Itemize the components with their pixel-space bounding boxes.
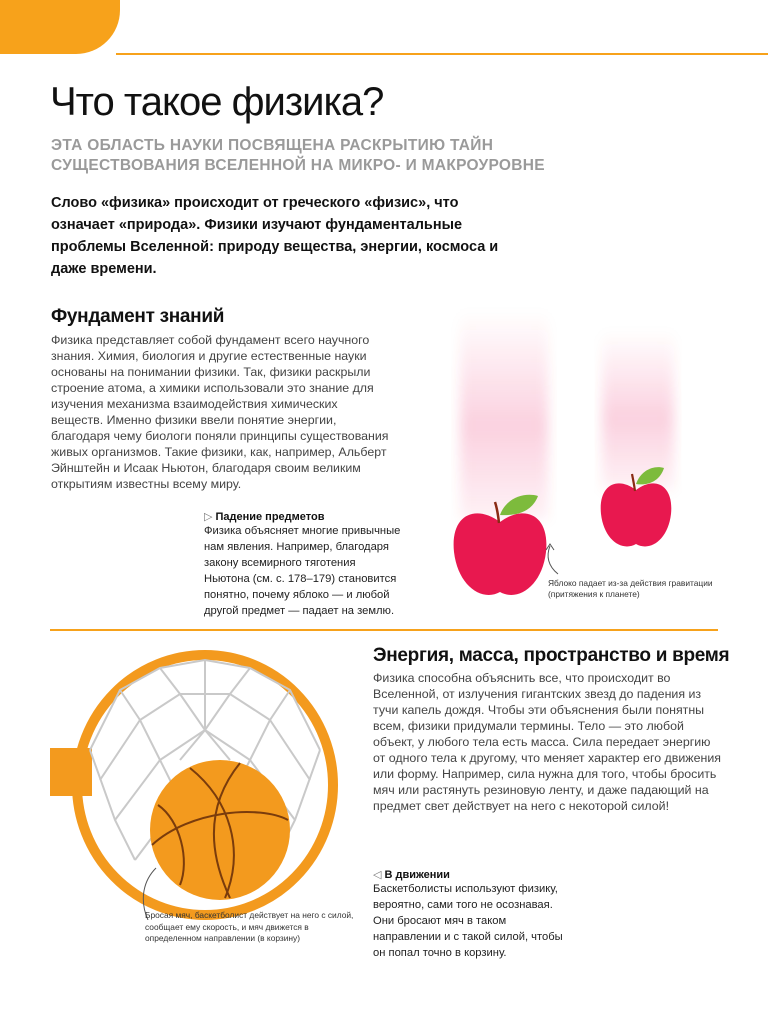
caption-heading-falling: ▷ Падение предметов <box>204 511 325 523</box>
top-rule <box>116 53 768 55</box>
motion-trail-left <box>460 310 548 520</box>
ball-annotation: Бросая мяч, баскетболист действует на него с силой, сообщает ему скорость, и мяч движется в определенном направлении (в корзину) <box>145 910 354 943</box>
caption-in-motion <box>373 868 563 961</box>
triangle-right-icon: ▷ <box>204 511 213 523</box>
basketball-icon <box>150 760 290 900</box>
triangle-left-icon: ◁ <box>373 869 382 881</box>
intro-paragraph: Слово «физика» происходит от греческого «физис», что означает «природа». Физики изучают фундаментальные проблемы Вселенной: природу вещества, энергии, космоса и даже времени. <box>51 195 499 277</box>
backboard-bar <box>50 748 92 796</box>
page-title: Что такое физика? <box>50 80 384 124</box>
corner-tab-decoration <box>0 0 120 54</box>
basketball-hoop-illustration <box>40 630 360 920</box>
caption-text-motion: Баскетболисты используют физику, вероятно, сами того не осознавая. Они бросают мяч в таком направлении и с такой силой, чтобы он попал точно в корзину. <box>373 883 563 959</box>
section-heading-foundation: Фундамент знаний <box>51 306 225 327</box>
caption-text-falling: Физика объясняет многие привычные нам явления. Например, благодаря закону всемирного тяготения Ньютона (см. с. 178–179) становится понятно, почему яблоко — и любой другой предмет — падает на землю. <box>204 525 401 617</box>
motion-trail-right <box>602 330 674 490</box>
section-text-foundation: Физика представляет собой фундамент всего научного знания. Химия, биология и другие естественные науки основаны на понимании физики. Так, физики раскрыли строение атома, а химики использовали это знание для изучения механизма взаимодействия химических веществ. Именно физики ввели понятие энергии, благодаря чему биологи поняли принципы существования живых организмов. Такие физики, как, например, Альберт Эйнштейн и Исаак Ньютон, благодаря своим великим открытиям известны всему миру. <box>51 333 389 491</box>
caption-falling-objects <box>204 510 404 619</box>
caption-heading-motion: ◁ В движении <box>373 869 450 881</box>
falling-apples-illustration <box>430 290 710 610</box>
section-heading-energy: Энергия, масса, пространство и время <box>373 645 730 666</box>
apple-annotation: Яблоко падает из-за действия гравитации (притяжения к планете) <box>548 578 713 599</box>
section-text-energy: Физика способна объяснить все, что происходит во Вселенной, от излучения гигантских звезд до падения из тучи капель дождя. Чтобы эти объяснения были понятны всем, физики придумали термины. Тело — это любой объект, у любого тела есть масса. Сила передает энергию от одного тела к другому, что меняет характер его движения или форму. Например, сила нужна для того, чтобы бросить мяч или растянуть резиновую ленту, и даже падающий на предмет свет действует на него с некоторой силой! <box>373 671 721 813</box>
apple-pointer-line <box>548 546 558 574</box>
page-subtitle: ЭТА ОБЛАСТЬ НАУКИ ПОСВЯЩЕНА РАСКРЫТИЮ ТАЙН СУЩЕСТВОВАНИЯ ВСЕЛЕННОЙ НА МИКРО- И МАКРОУРОВНЕ <box>51 137 545 174</box>
